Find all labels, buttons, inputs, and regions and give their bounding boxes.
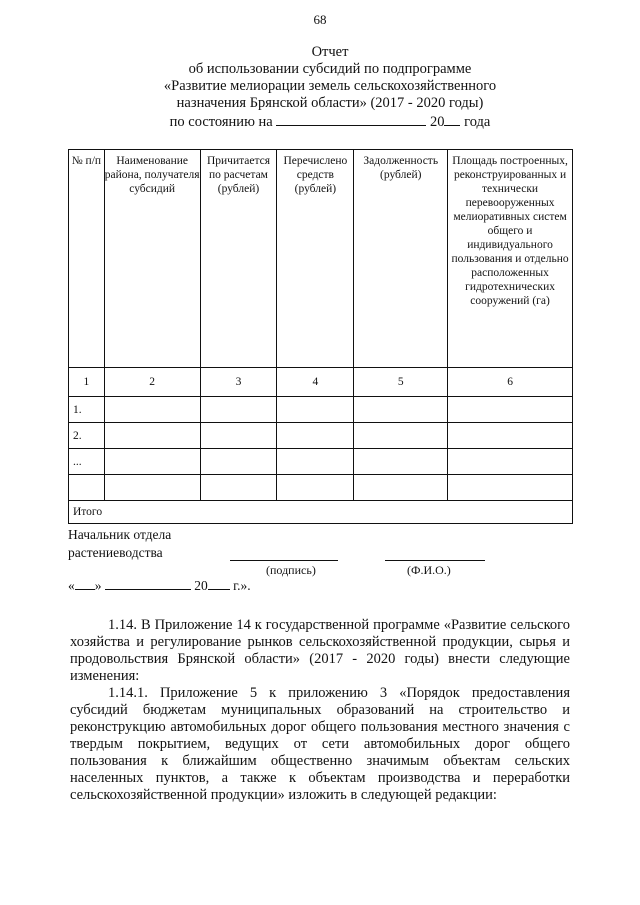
year-blank [444, 112, 460, 126]
date-blank [276, 112, 426, 126]
subsidy-report-table [68, 149, 573, 524]
table-header-row [69, 150, 573, 368]
year-suffix: года [464, 114, 491, 130]
paragraph-1-14: 1.14. В Приложение 14 к государственной программе «Развитие сельского хозяйства и регулирование рынков сельскохозяйственной продукции, сырья и продовольствия Брянской области» (2017 - 2020 годы) внести следующие изменения: [70, 617, 570, 684]
table-cell [448, 397, 573, 423]
header-debt: Задолженность (рублей) [354, 150, 448, 368]
table-cell [277, 475, 354, 501]
table-cell [104, 423, 200, 449]
title-line-2: об использовании субсидий по подпрограмме [188, 61, 472, 77]
year-prefix: 20 [429, 114, 445, 130]
row-number: 1. [69, 397, 105, 423]
header-due: Причитается по расчетам (рублей) [200, 150, 277, 368]
table-cell [200, 449, 277, 475]
header-transferred: Перечислено средств (рублей) [277, 150, 354, 368]
date-year-suffix: г.». [233, 578, 251, 593]
table-row [69, 475, 573, 501]
table-cell [448, 449, 573, 475]
row-number: ... [69, 449, 105, 475]
paragraph-1-14-1: 1.14.1. Приложение 5 к приложению 3 «Порядок предоставления субсидий бюджетам муниципальных образований на строительство и реконструкцию автомобильных дорог общего пользования местного значения с твердым покрытием, ведущих от сети автомобильных дорог общего пользования к ближайшим общественно значимым объектам сельских населенных пунктов, а также к объектам производства и переработки сельскохозяйственной продукции» изложить в следующей редакции: [70, 685, 570, 803]
name-line [385, 560, 485, 561]
table-row [69, 423, 573, 449]
position-line-2: растениеводства [68, 545, 163, 560]
name-caption: (Ф.И.О.) [407, 563, 451, 577]
title-line-1: Отчет [311, 44, 349, 60]
table-cell [354, 475, 448, 501]
header-district: Наименование района, получателя субсидий [104, 150, 200, 368]
table-cell [448, 475, 573, 501]
table-cell [200, 423, 277, 449]
table-cell [277, 449, 354, 475]
title-line-5 [60, 112, 600, 131]
table-cell [200, 475, 277, 501]
column-number-row [69, 368, 573, 397]
table-cell [354, 449, 448, 475]
amendment-text [70, 617, 570, 804]
table-row [69, 449, 573, 475]
header-number: № п/п [69, 150, 105, 368]
total-label: Итого [69, 501, 573, 524]
table-cell [277, 397, 354, 423]
column-number: 2 [104, 368, 200, 397]
table-cell [277, 423, 354, 449]
column-number: 5 [354, 368, 448, 397]
column-number: 4 [277, 368, 354, 397]
page-number: 68 [313, 12, 327, 27]
table-cell [104, 475, 200, 501]
table-row [69, 397, 573, 423]
position-line-1: Начальник отдела [68, 527, 172, 542]
table-cell [354, 423, 448, 449]
header-area: Площадь построенных, реконструированных и технически перевооруженных мелиоративных систем общего и индивидуального пользования и отдельно расположенных гидротехнических сооружений (га) [448, 150, 573, 368]
table-cell [200, 397, 277, 423]
table-cell [354, 397, 448, 423]
date-year-blank [208, 577, 230, 590]
title-line-3: «Развитие мелиорации земель сельскохозяйственного [163, 78, 497, 94]
table-cell [104, 449, 200, 475]
total-row [69, 501, 573, 524]
column-number: 6 [448, 368, 573, 397]
title-line-4: назначения Брянской области» (2017 - 2020 годы) [176, 95, 484, 111]
date-year-prefix: 20 [194, 578, 208, 593]
signature-caption: (подпись) [266, 563, 316, 577]
date-open-quote: « [68, 578, 75, 593]
report-title [60, 44, 600, 131]
signature-position [68, 526, 171, 562]
column-number: 3 [200, 368, 277, 397]
column-number: 1 [69, 368, 105, 397]
signature-line [230, 560, 338, 561]
date-line [68, 577, 251, 594]
day-blank [75, 577, 95, 590]
table-cell [448, 423, 573, 449]
month-blank [105, 577, 191, 590]
row-number: 2. [69, 423, 105, 449]
row-number [69, 475, 105, 501]
table-cell [104, 397, 200, 423]
as-of-label: по состоянию на [169, 114, 273, 130]
date-close-quote: » [94, 578, 102, 593]
